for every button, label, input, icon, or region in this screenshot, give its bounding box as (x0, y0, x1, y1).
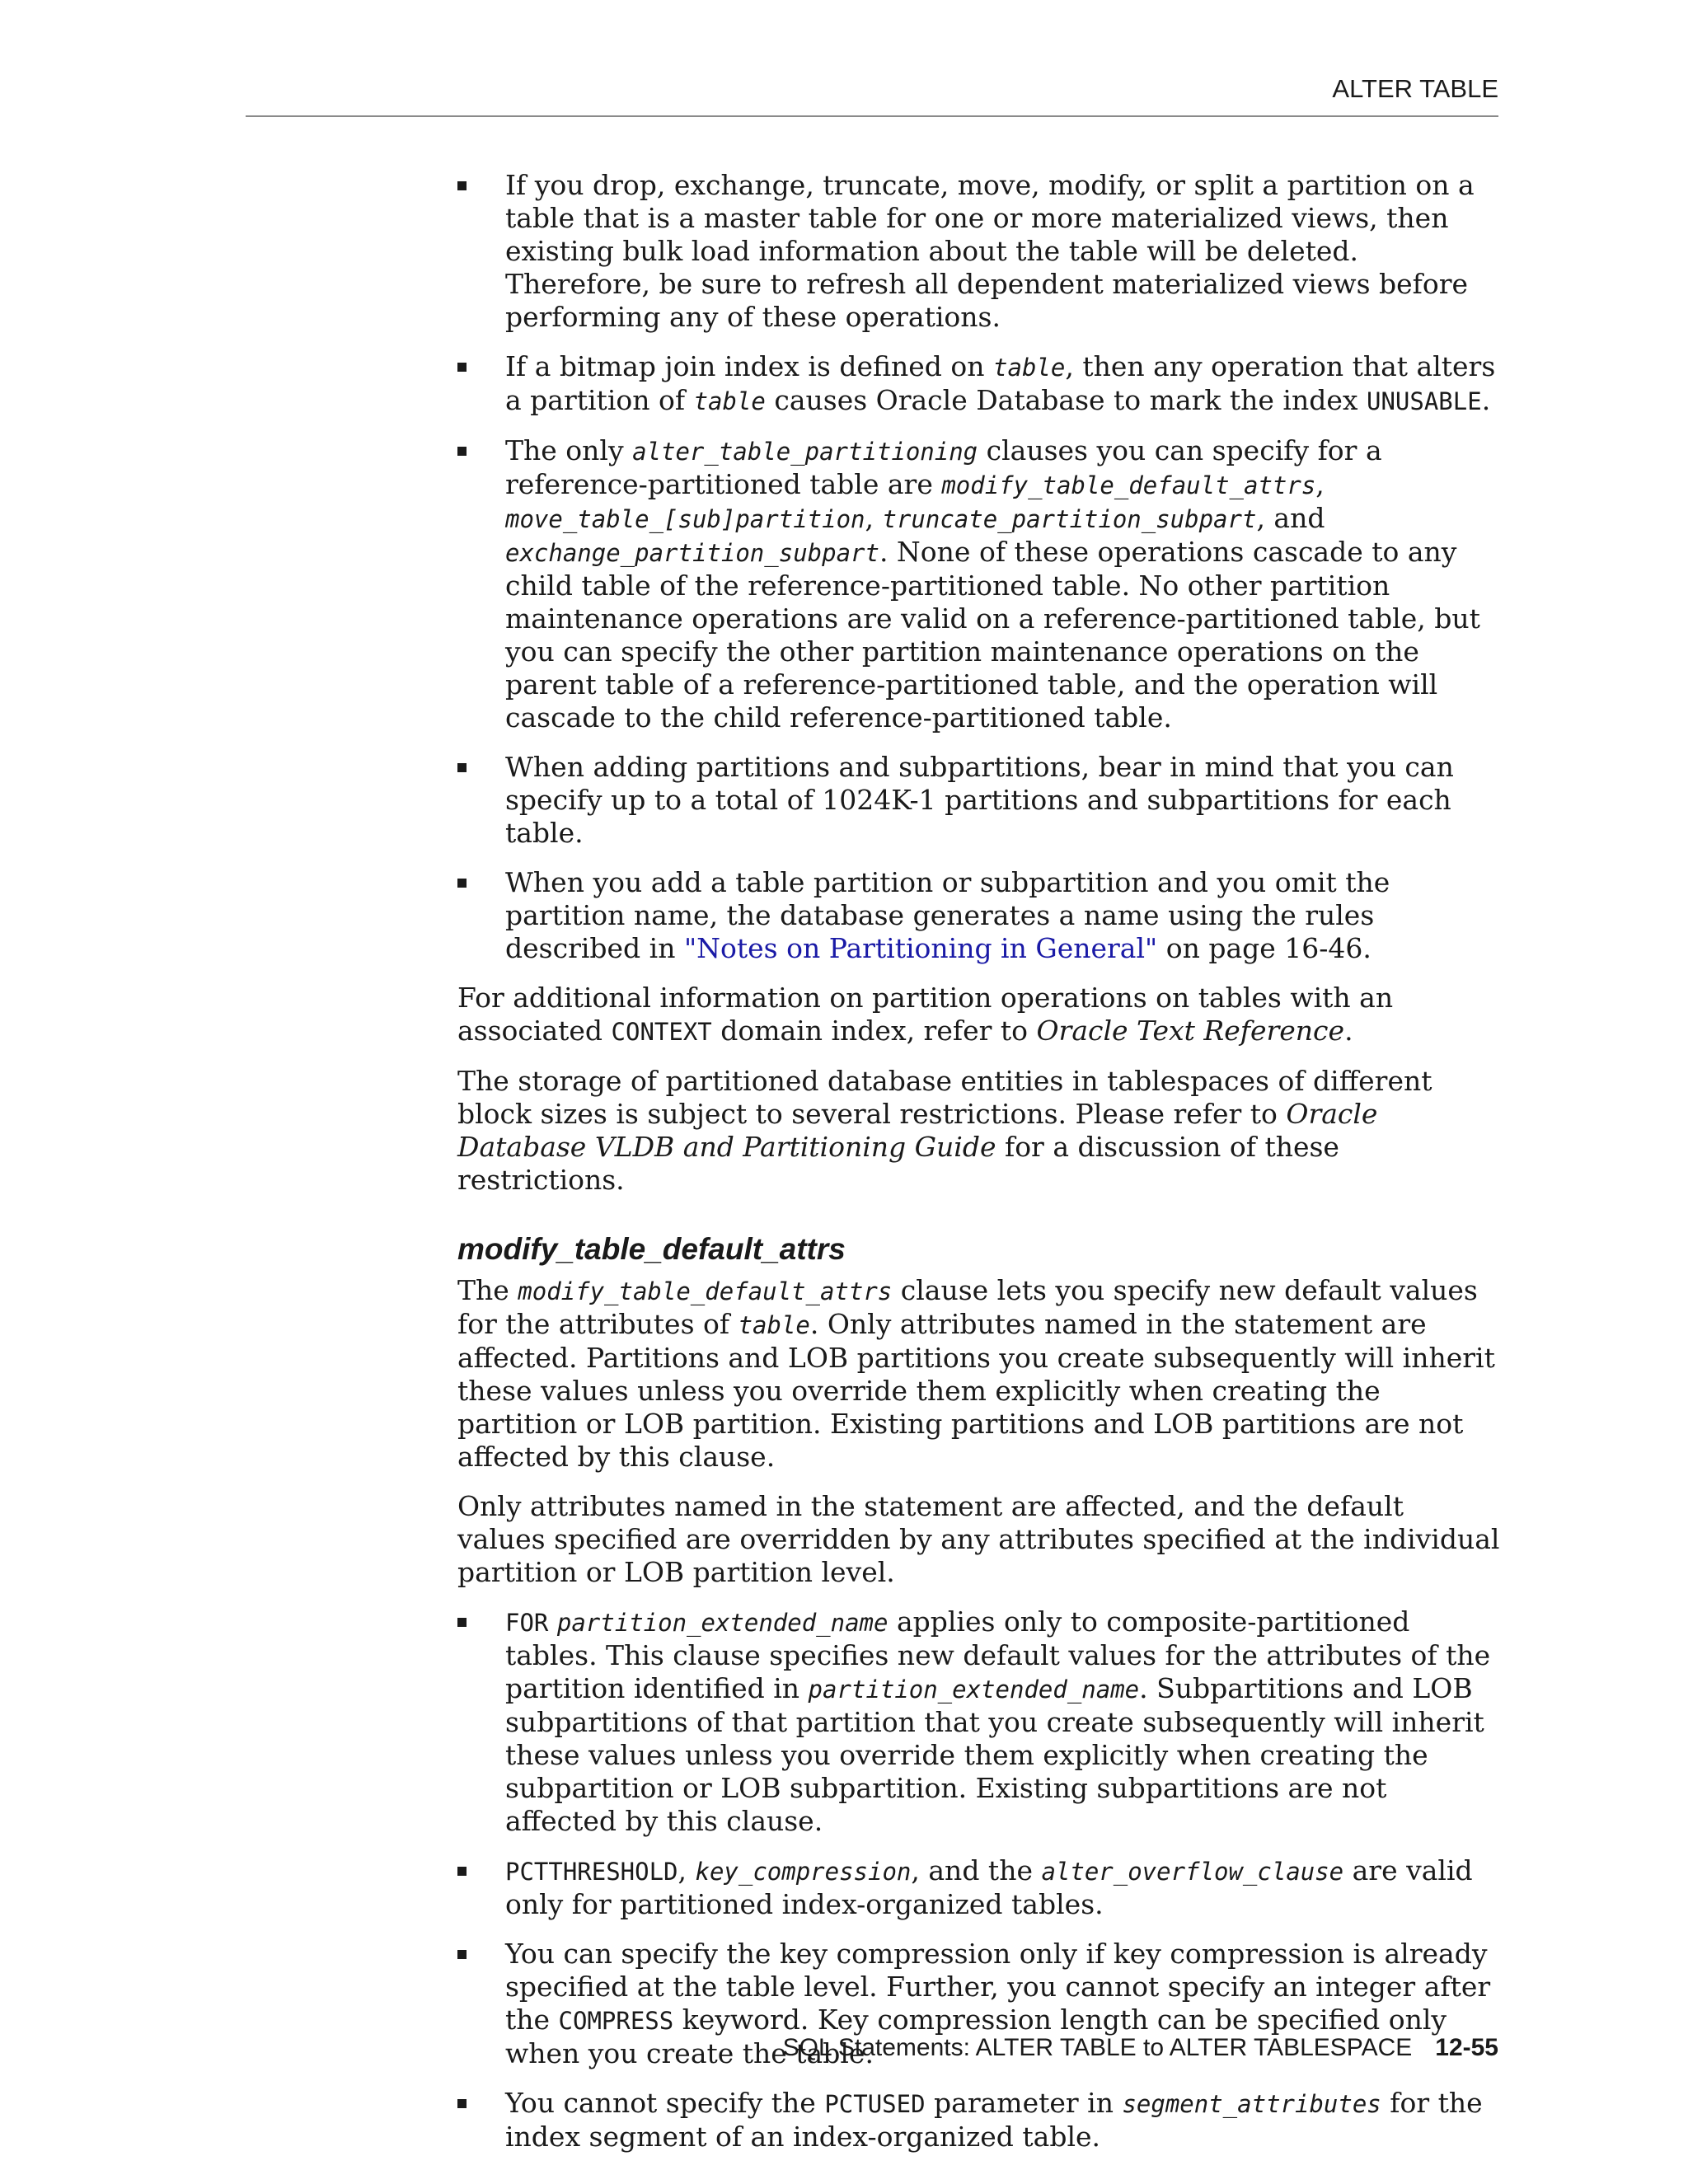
code-term: alter_overflow_clause (1041, 1858, 1344, 1886)
default-attrs-list (457, 1605, 1500, 2154)
code-term: partition_extended_name (808, 1675, 1140, 1704)
text-segment: For additional information on partition operations on tables with an associated (457, 982, 1394, 1047)
list-item (457, 2087, 1500, 2154)
text-segment: , then any operation that alters a partition of (505, 350, 1496, 416)
text-segment: clause lets you specify new default values for the attributes of (457, 1274, 1478, 1340)
code-term: move_table_[sub]partition (505, 505, 865, 533)
bullet-square-icon (457, 1867, 467, 1876)
text-segment: clauses you can specify for a reference-partitioned table are (505, 434, 1382, 500)
text-segment: parameter in (925, 2087, 1123, 2119)
bullet-square-icon (457, 763, 467, 772)
code-keyword: FOR (505, 1609, 549, 1637)
running-header-title: ALTER TABLE (1332, 74, 1498, 103)
paragraph (457, 1274, 1500, 1474)
code-keyword: PCTUSED (824, 2090, 926, 2118)
bullet-square-icon (457, 1950, 467, 1959)
text-segment: . Subpartitions and LOB subpartitions of that partition that you create subsequently will inherit these values unless you override them explicitly when creating the subpartition or LOB subpartition. Existing subpartitions are not affected by this clause. (505, 1672, 1484, 1837)
code-term: modify_table_default_attrs (941, 471, 1316, 499)
list-item (457, 434, 1500, 734)
paragraph (457, 982, 1500, 1048)
bullet-square-icon (457, 879, 467, 888)
code-term: truncate_partition_subpart (882, 505, 1257, 533)
paragraph: Only attributes named in the statement are affected, and the default values specified are overridden by any attributes specified at the individual partition or LOB partition level. (457, 1490, 1500, 1588)
code-term: key_compression (695, 1858, 912, 1886)
list-item (457, 350, 1500, 418)
text-segment: If a bitmap join index is defined on (505, 350, 994, 382)
code-term: table (693, 387, 766, 415)
code-keyword: COMPRESS (558, 2007, 674, 2035)
page-header (246, 74, 1498, 117)
bullet-square-icon (457, 181, 467, 190)
text-segment: When you add a table partition or subpartition and you omit the partition name, the database generates a name using the rules described in (505, 866, 1390, 964)
bullet-square-icon (457, 363, 467, 372)
code-keyword: UNUSABLE (1367, 387, 1482, 415)
text-segment: , (1315, 468, 1325, 500)
text-segment: The (457, 1274, 518, 1306)
code-keyword: CONTEXT (611, 1018, 712, 1046)
text-segment: , (678, 1854, 696, 1886)
text-segment: causes Oracle Database to mark the index (765, 384, 1367, 416)
code-term: segment_attributes (1122, 2090, 1381, 2118)
code-term: alter_table_partitioning (632, 438, 978, 466)
code-term: table (738, 1311, 810, 1339)
page-content (457, 169, 1500, 2170)
text-segment: are valid only for partitioned index-organized tables. (505, 1854, 1473, 1920)
text-segment: You cannot specify the (505, 2087, 825, 2119)
footer-title: SQL Statements: ALTER TABLE to ALTER TABLESPACE (782, 2034, 1413, 2061)
text-segment: keyword. Key compression length can be specified only when you create the table. (505, 2004, 1447, 2069)
list-item (457, 751, 1500, 850)
text-segment: . None of these operations cascade to any child table of the reference-partitioned table. No other partition maintenance operations are valid on a reference-partitioned table, but you can specify the other partition maintenance operations on the parent table of a reference-partitioned table, and the operation will cascade to the child reference-partitioned table. (505, 536, 1480, 733)
paragraph (457, 1065, 1500, 1197)
text-segment: domain index, refer to (711, 1015, 1037, 1047)
text-segment: The storage of partitioned database entities in tablespaces of different block sizes is subject to several restrictions. Please refer to (457, 1065, 1432, 1130)
list-item-text: If you drop, exchange, truncate, move, modify, or split a partition on a table that is a master table for one or more materialized views, then existing bulk load information about the table will be deleted. Therefore, be sure to refresh all dependent materialized views before performing any of these operations. (505, 169, 1475, 333)
list-item (457, 1605, 1500, 1838)
code-term: partition_extended_name (556, 1609, 889, 1637)
list-item-text: When adding partitions and subpartitions, bear in mind that you can specify up to a total of 1024K-1 partitions and subpartitions for each table. (505, 751, 1454, 849)
restrictions-list (457, 169, 1500, 965)
text-segment: , and (1256, 502, 1325, 534)
text-segment: . (1344, 1015, 1353, 1047)
list-item (457, 866, 1500, 965)
list-item (457, 1854, 1500, 1921)
text-segment: The only (505, 434, 633, 466)
text-segment: for a discussion of these restrictions. (457, 1131, 1339, 1196)
code-term: modify_table_default_attrs (518, 1277, 893, 1305)
code-term: exchange_partition_subpart (505, 539, 879, 567)
text-segment: You can specify the key compression only if key compression is already specified at the table level. Further, you cannot specify an integer after the (505, 1938, 1491, 2036)
list-item (457, 169, 1500, 334)
page-footer (783, 2034, 1498, 2062)
bullet-square-icon (457, 447, 467, 456)
text-segment: for the index segment of an index-organized table. (505, 2087, 1483, 2153)
book-title: Oracle Text Reference (1036, 1015, 1345, 1047)
book-title: Oracle Database VLDB and Partitioning Guide (457, 1098, 1378, 1163)
text-segment: , (865, 502, 883, 534)
text-segment: applies only to composite-partitioned tables. This clause specifies new default values for the attributes of the partition identified in (505, 1605, 1491, 1704)
code-keyword: PCTTHRESHOLD (505, 1858, 678, 1886)
text-segment: . (1481, 384, 1491, 416)
text-segment: , and the (911, 1854, 1042, 1886)
text-segment: on page 16-46. (1157, 932, 1372, 964)
bullet-square-icon (457, 1618, 467, 1627)
bullet-square-icon (457, 2099, 467, 2108)
text-segment: . Only attributes named in the statement are affected. Partitions and LOB partitions you create subsequently will inherit these values unless you override them explicitly when creating the partition or LOB partition. Existing partitions and LOB partitions are not affected by this clause. (457, 1308, 1495, 1473)
section-heading: modify_table_default_attrs (457, 1232, 846, 1266)
cross-reference-link[interactable]: "Notes on Partitioning in General" (683, 932, 1158, 964)
page-number: 12-55 (1435, 2034, 1498, 2061)
code-term: table (993, 354, 1066, 382)
